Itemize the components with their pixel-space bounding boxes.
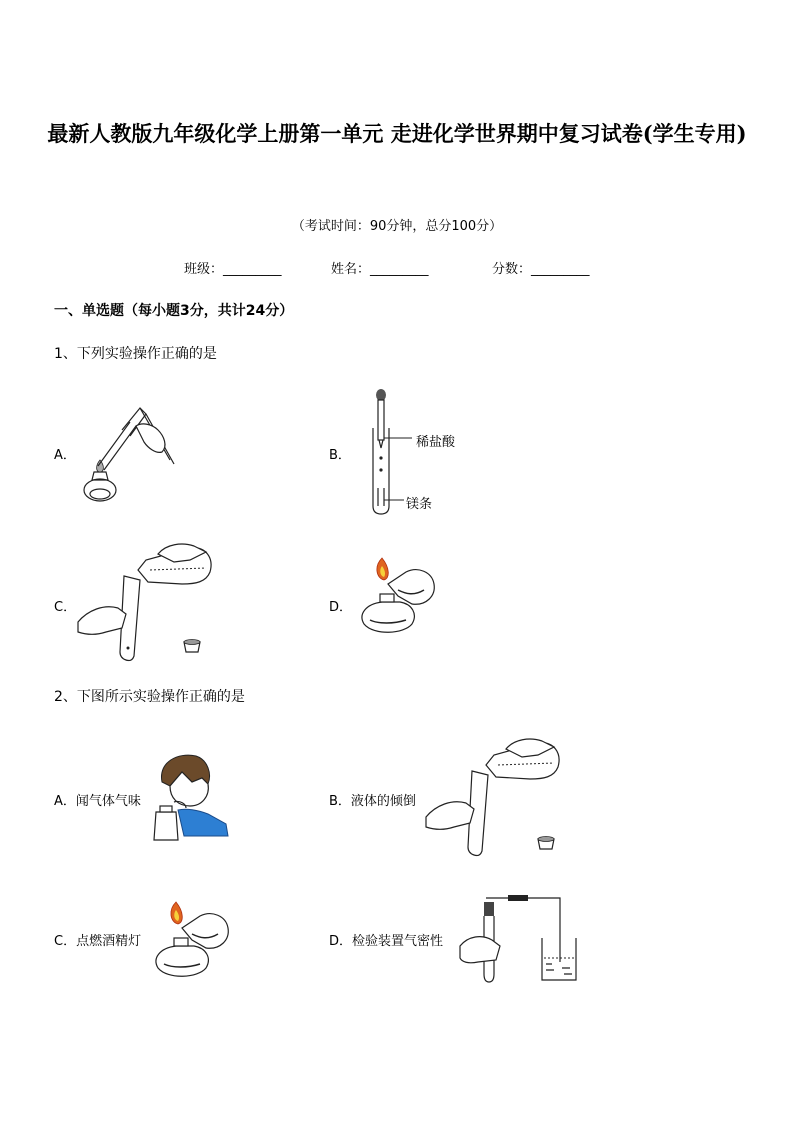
question-2-stem: 2、下图所示实验操作正确的是 (54, 689, 245, 705)
score-field[interactable]: 分数：_________ (492, 262, 590, 277)
q2-option-c-label[interactable]: C．点燃酒精灯 (54, 934, 142, 949)
heating-test-tube-icon (78, 402, 178, 510)
page-title: 最新人教版九年级化学上册第一单元 走进化学世界期中复习试卷(学生专用) (47, 121, 747, 146)
q2-option-b-label[interactable]: B．液体的倾倒 (329, 794, 416, 809)
question-1-stem: 1、下列实验操作正确的是 (54, 346, 217, 362)
class-field[interactable]: 班级：_________ (184, 262, 282, 277)
q2-option-d-label[interactable]: D．检验装置气密性 (329, 934, 444, 949)
exam-info: （考试时间：90分钟，总分100分） (291, 219, 503, 234)
pouring-liquid-icon (78, 540, 218, 660)
q1-option-c-label[interactable]: C． (54, 600, 77, 615)
q1-option-d-label[interactable]: D． (329, 600, 353, 615)
q1-option-b-label[interactable]: B． (329, 448, 351, 463)
lighting-alcohol-lamp-icon (148, 894, 238, 986)
b-label-magnesium: 镁条 (406, 497, 433, 512)
smelling-gas-icon (152, 752, 232, 844)
name-field[interactable]: 姓名：_________ (331, 262, 429, 277)
pouring-liquid-icon (426, 735, 566, 859)
lighting-alcohol-lamp-icon (354, 550, 444, 642)
airtightness-check-icon (458, 892, 588, 988)
b-label-dilute-hcl: 稀盐酸 (416, 435, 456, 450)
section-heading: 一、单选题（每小题3分，共计24分） (54, 303, 294, 319)
q1-option-a-label[interactable]: A． (54, 448, 76, 463)
q2-option-a-label[interactable]: A．闻气体气味 (54, 794, 141, 809)
